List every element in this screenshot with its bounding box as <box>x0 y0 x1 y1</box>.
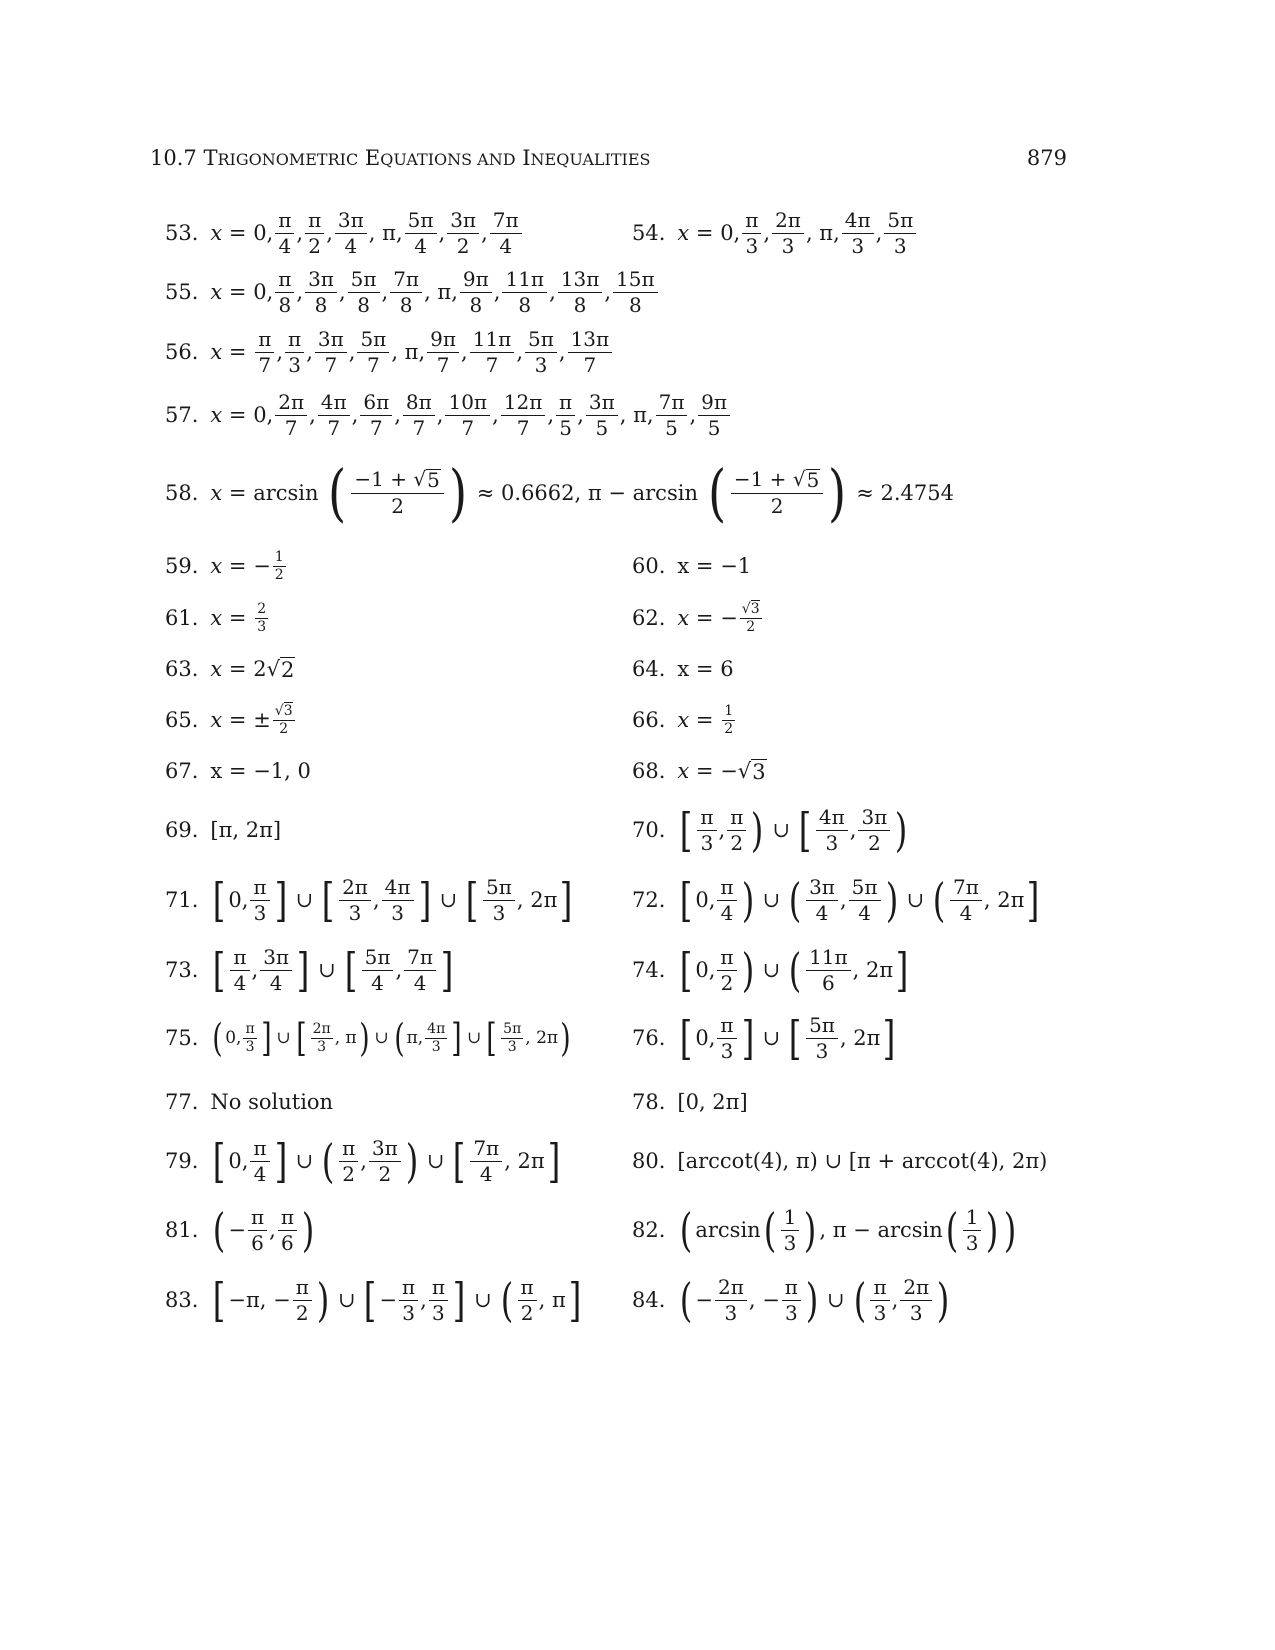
answer-75: 75. ( 0, $\frac{\pi}{3}$ ] ∪ [ $\frac{2\pi}{3}$ , π ) ∪ ( π, $\frac{4\pi}{3}$ ] ∪ [ $\frac{5\pi}{3}$ , 2π ) <box>165 1016 571 1060</box>
answer-73: 73. [ $\frac{\pi}{4}$ , $\frac{3\pi}{4}$ ] ∪ [ $\frac{5\pi}{4}$ , $\frac{7\pi}{4}$ ] <box>165 943 454 997</box>
answer-57: 57. x = 0, $\frac{2\pi}{7}$ , $\frac{4\pi}{7}$ , $\frac{6\pi}{7}$ , $\frac{8\pi}{7}$ , $\frac{10\pi}{7}$ , $\frac{12\pi}{7}$ , $\frac{\pi}{5}$ , $\frac{3\pi}{5}$ , π, $\frac{7\pi}{5}$ , $\frac{9\pi}{5}$ <box>165 392 732 439</box>
answer-68: 68. x = − √ 3 <box>632 758 766 784</box>
answer-77: 77. No solution <box>165 1090 334 1114</box>
answer-row <box>0 800 1275 860</box>
answer-53: 53. x = 0, $\frac{\pi}{4}$ , $\frac{\pi}{2}$ , $\frac{3\pi}{4}$ , π, $\frac{5\pi}{4}$ , $\frac{3\pi}{2}$ , $\frac{7\pi}{4}$ <box>165 210 524 257</box>
answer-82: 82. ( arcsin ( $\frac{1}{3}$ ) , π − arcsin ( $\frac{1}{3}$ ) ) <box>632 1203 1017 1257</box>
answer-row <box>0 322 1275 382</box>
answer-78: 78. [0, 2π] <box>632 1090 748 1114</box>
answer-56: 56. x = $\frac{\pi}{7}$ , $\frac{\pi}{3}$ , $\frac{3\pi}{7}$ , $\frac{5\pi}{7}$ , π, $\frac{9\pi}{7}$ , $\frac{11\pi}{7}$ , $\frac{5\pi}{3}$ , $\frac{13\pi}{7}$ <box>165 329 614 376</box>
answer-66: 66. x = $\frac{1}{2}$ <box>632 702 734 737</box>
answer-row <box>0 1200 1275 1260</box>
answer-row <box>0 870 1275 930</box>
answer-54-math: x = 0, $\frac{\pi}{3}$ , $\frac{2\pi}{3}$ , π, $\frac{4\pi}{3}$ , $\frac{5\pi}{3}$ <box>677 210 918 257</box>
answer-63: 63. x = 2 √ 2 <box>165 656 295 682</box>
answer-71: 71. [ 0, $\frac{\pi}{3}$ ] ∪ [ $\frac{2\pi}{3}$ , $\frac{4\pi}{3}$ ] ∪ [ $\frac{5\pi}{3}$ , 2π ] <box>165 873 573 927</box>
answer-70: 70. [ $\frac{\pi}{3}$ , $\frac{\pi}{2}$ ) ∪ [ $\frac{4\pi}{3}$ , $\frac{3\pi}{2}$ ) <box>632 803 908 857</box>
answer-row <box>0 940 1275 1000</box>
answer-59: 59. x = − $\frac{1}{2}$ <box>165 548 284 583</box>
answer-row <box>0 203 1275 263</box>
answer-54: 54. x = 0, $\frac{\pi}{3}$ , $\frac{2\pi}{3}$ , π, $\frac{4\pi}{3}$ , $\frac{5\pi}{3}$ <box>632 210 918 257</box>
answer-row <box>0 536 1275 596</box>
answer-72: 72. [ 0, $\frac{\pi}{4}$ ) ∪ ( $\frac{3\pi}{4}$ , $\frac{5\pi}{4}$ ) ∪ ( $\frac{7\pi}{4}$ , 2π ] <box>632 873 1040 927</box>
answer-row <box>0 262 1275 322</box>
answer-65: 65. x = ± $\frac{√3}{2}$ <box>165 702 293 737</box>
answer-row <box>0 741 1275 801</box>
running-header: 10.7 TRIGONOMETRIC EQUATIONS AND INEQUALITIES <box>150 146 651 170</box>
answer-67: 67. x = −1, 0 <box>165 759 311 783</box>
answer-61: 61. x = $\frac{2}{3}$ <box>165 600 267 635</box>
answer-58: 58. x = arcsin ( −1 + √ 5 2 ) ≈ 0.6662, π − arcsin ( −1 + √ 5 2 ) ≈ 2.4754 <box>165 456 954 529</box>
answer-row <box>0 1072 1275 1132</box>
answer-55: 55. x = 0, $\frac{\pi}{8}$ , $\frac{3\pi}{8}$ , $\frac{5\pi}{8}$ , $\frac{7\pi}{8}$ , π, $\frac{9\pi}{8}$ , $\frac{11\pi}{8}$ , $\frac{13\pi}{8}$ , $\frac{15\pi}{8}$ <box>165 269 660 316</box>
answer-83: 83. [ −π, − $\frac{\pi}{2}$ ) ∪ [ − $\frac{\pi}{3}$ , $\frac{\pi}{3}$ ] ∪ ( $\frac{\pi}{2}$ , π ] <box>165 1273 582 1327</box>
answer-84: 84. ( − $\frac{2\pi}{3}$ , − $\frac{\pi}{3}$ ) ∪ ( $\frac{\pi}{3}$ , $\frac{2\pi}{3}$ ) <box>632 1273 950 1327</box>
section-number: 10.7 <box>150 146 197 170</box>
answer-row <box>0 385 1275 445</box>
page-number: 879 <box>1026 146 1067 170</box>
answer-76: 76. [ 0, $\frac{\pi}{3}$ ] ∪ [ $\frac{5\pi}{3}$ , 2π ] <box>632 1011 896 1065</box>
answer-row <box>0 1270 1275 1330</box>
answer-53-math: x = 0, $\frac{\pi}{4}$ , $\frac{\pi}{2}$ , $\frac{3\pi}{4}$ , π, $\frac{5\pi}{4}$ , $\frac{3\pi}{2}$ , $\frac{7\pi}{4}$ <box>210 210 523 257</box>
answer-row <box>0 458 1275 528</box>
answer-64: 64. x = 6 <box>632 657 734 681</box>
answer-80: 80. [arccot(4), π) ∪ [π + arccot(4), 2π) <box>632 1149 1048 1173</box>
answer-row <box>0 1008 1275 1068</box>
answer-69: 69. [π, 2π] <box>165 818 282 842</box>
answer-row <box>0 1131 1275 1191</box>
answer-74: 74. [ 0, $\frac{\pi}{2}$ ) ∪ ( $\frac{11\pi}{6}$ , 2π ] <box>632 943 909 997</box>
answer-60: 60. x = −1 <box>632 554 752 578</box>
answer-81: 81. ( − $\frac{\pi}{6}$ , $\frac{\pi}{6}$ ) <box>165 1203 315 1257</box>
answer-79: 79. [ 0, $\frac{\pi}{4}$ ] ∪ ( $\frac{\pi}{2}$ , $\frac{3\pi}{2}$ ) ∪ [ $\frac{7\pi}{4}$ , 2π ] <box>165 1134 560 1188</box>
answer-62: 62. x = − $\frac{√3}{2}$ <box>632 600 760 635</box>
